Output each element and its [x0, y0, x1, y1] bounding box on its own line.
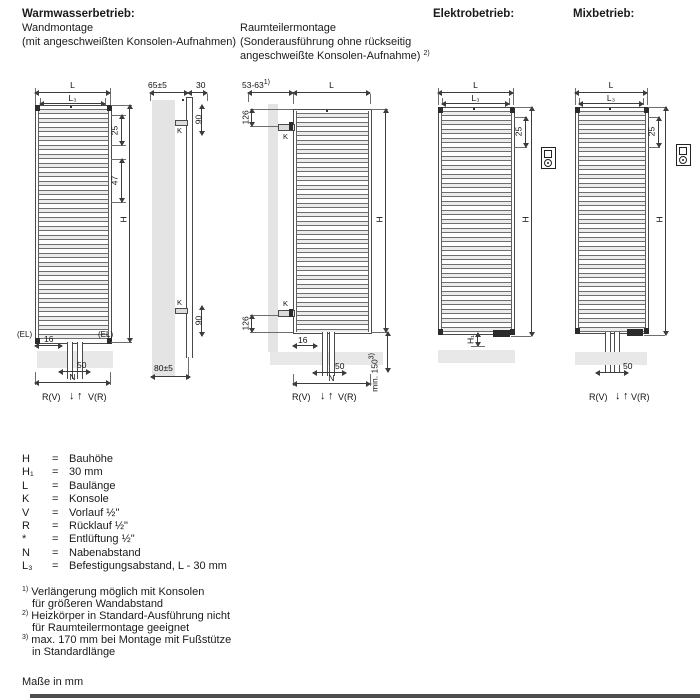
legend-symbol: L: [22, 479, 29, 492]
electric-control-icon: [541, 147, 556, 169]
arrow-up-icon: ↑: [77, 390, 83, 402]
control-knob: [679, 156, 687, 164]
legend-row: [22, 547, 302, 560]
footnote-2-line1: [22, 610, 322, 622]
dim-label-16: 16: [44, 334, 54, 344]
dim-label-L: L: [329, 80, 334, 90]
dim-label-H: H: [374, 216, 385, 223]
dim-label-50: 50: [77, 360, 87, 370]
extension-line: [511, 336, 531, 337]
wall: [152, 100, 175, 376]
radiator-tubes: [578, 109, 646, 332]
diagram-raumteilermontage: [240, 79, 398, 419]
legend-text: Befestigungsabstand, L - 30 mm: [69, 560, 227, 573]
radiator-body: [293, 109, 372, 334]
konsole-clamp: [289, 309, 293, 317]
header-warmwasserbetrieb: Warmwasserbetrieb:: [22, 8, 135, 20]
dim-label-30: 30: [196, 80, 206, 90]
dim-line-25: [121, 115, 122, 145]
dim-label-K: K: [177, 126, 183, 135]
header-wandmontage: Wandmontage: [22, 22, 94, 34]
dim-line-30: [188, 92, 207, 93]
dim-label-L: L: [608, 80, 614, 90]
legend-row: [22, 466, 302, 479]
legend-symbol: H₁: [22, 466, 34, 479]
footnotes: [22, 586, 322, 658]
label-el-left: (EL): [17, 330, 33, 339]
leader-line: [250, 109, 293, 110]
dim-line-65: [150, 92, 188, 93]
label-ruecklauf: R(V): [589, 392, 608, 402]
dim-line-N: [293, 383, 370, 384]
extension-line: [207, 94, 208, 101]
legend-row: [22, 493, 302, 506]
legend: [22, 453, 302, 574]
extension-line: [293, 94, 294, 104]
vent-mark: [609, 108, 611, 110]
label-vorlauf: V(R): [338, 392, 357, 402]
dim-label-H: H: [520, 216, 531, 223]
header-raumteiler-note2: [240, 50, 430, 62]
electric-control-icon: [676, 144, 691, 166]
dim-53-text: 53-63: [242, 80, 264, 90]
dim-label-126: 126: [240, 110, 251, 125]
floor: [37, 351, 113, 368]
extension-line: [248, 94, 249, 102]
vent-mark: [70, 106, 72, 108]
dim-line-L3: [579, 103, 643, 104]
equals-sign: =: [52, 506, 59, 519]
footnote-3-sup: 3): [22, 634, 29, 641]
dim-label-L3: L₃: [68, 93, 77, 103]
legend-text: Baulänge: [69, 479, 116, 492]
dim-line-L3: [442, 103, 509, 104]
legend-symbol: L₃: [22, 560, 33, 573]
header-raumteiler-note1: (Sonderausführung ohne rückseitig: [240, 36, 412, 48]
dim-line-80: [151, 376, 190, 377]
dim-line-16: [293, 345, 317, 346]
console-mount: [575, 328, 580, 334]
footnote-2-sup: 2): [22, 610, 29, 617]
console-mount: [438, 107, 443, 113]
equals-sign: =: [52, 479, 59, 492]
footnote-2-text: Heizkörper in Standard-Ausführung nicht: [31, 610, 231, 622]
legend-symbol: R: [22, 519, 30, 532]
arrow-down-icon: ↓: [615, 390, 621, 402]
dim-line-L: [293, 92, 370, 93]
radiator-body: [575, 107, 649, 334]
dim-label-16: 16: [298, 335, 308, 345]
radiator-body: [35, 105, 112, 344]
footnote-1-sup: 1): [22, 586, 29, 593]
knob-dot: [682, 159, 684, 161]
dim-label-65: 65±5: [148, 80, 167, 90]
legend-text: Konsole: [69, 493, 109, 506]
footnote-3-line2: in Standardlänge: [32, 646, 116, 658]
header-mixbetrieb: Mixbetrieb:: [573, 8, 635, 20]
konsole-clamp: [289, 122, 293, 130]
dim-line-H1: [477, 333, 478, 346]
dim-label-H1: H₁: [465, 335, 476, 345]
console-mount: [510, 329, 515, 335]
radiator-tubes: [38, 107, 109, 342]
dim-label-H: H: [118, 216, 129, 223]
dim-label-L: L: [70, 80, 75, 90]
equals-sign: =: [52, 453, 59, 465]
equals-sign: =: [52, 546, 59, 559]
footnote-2-line2: für Raumteilermontage geeignet: [32, 622, 190, 634]
legend-text: 30 mm: [69, 466, 103, 479]
dim-line-47: [121, 159, 122, 202]
legend-text: Nabenabstand: [69, 546, 141, 559]
dim-label-50: 50: [623, 361, 633, 371]
arrow-up-icon: ↑: [328, 390, 334, 402]
dim-label-25: 25: [513, 126, 524, 137]
dim-line-126: [251, 109, 252, 126]
arrow-down-icon: ↓: [320, 390, 326, 402]
dim-line-126: [251, 315, 252, 332]
dim-line-H: [129, 105, 130, 342]
floor: [575, 352, 647, 365]
equals-sign: =: [52, 560, 59, 573]
legend-text: Rücklauf ½": [69, 519, 128, 532]
dim-label-N: N: [328, 373, 335, 383]
legend-row: [22, 507, 302, 520]
footnote-1-text: Verlängerung möglich mit Konsolen: [31, 586, 205, 598]
control-knob: [544, 159, 552, 167]
vent-mark: [326, 110, 328, 112]
dim-line-N: [35, 382, 110, 383]
legend-row: [22, 520, 302, 533]
dim-label-53-63: [242, 80, 270, 90]
electric-element: [493, 330, 510, 337]
konsole-bracket: [175, 308, 188, 314]
label-el-right: (EL): [98, 330, 114, 339]
dim-label-126: 126: [240, 316, 251, 331]
header-elektrobetrieb: Elektrobetrieb:: [433, 8, 515, 20]
dim-label-90: 90: [193, 315, 204, 326]
legend-symbol: V: [22, 506, 30, 519]
console-mount: [644, 328, 649, 334]
dim-line-53-63: [248, 92, 293, 93]
footnote-1-line1: [22, 586, 322, 598]
arrow-up-icon: ↑: [623, 390, 629, 402]
label-ruecklauf: R(V): [292, 392, 311, 402]
equals-sign: =: [52, 519, 59, 532]
dim-label-H: H: [654, 216, 665, 223]
legend-text: Bauhöhe: [69, 453, 114, 465]
equals-sign: =: [52, 533, 59, 546]
dim-53-sup: 1): [263, 79, 270, 86]
vent-mark: [473, 108, 475, 110]
legend-row: [22, 533, 302, 546]
dim-label-L: L: [473, 80, 478, 90]
diagram-wandmontage-front: [17, 80, 155, 419]
console-mount: [575, 107, 580, 113]
dim-label-K: K: [283, 132, 289, 141]
electric-element: [627, 329, 643, 336]
dim-label-50: 50: [335, 361, 345, 371]
knob-dot: [547, 162, 549, 164]
legend-row: [22, 560, 302, 573]
pipe-return: [322, 332, 328, 376]
console-mount: [438, 329, 443, 335]
equals-sign: =: [52, 466, 59, 479]
dim-label-80: 80±5: [154, 363, 173, 373]
extension-line: [644, 335, 665, 336]
dim-label-min150: [370, 353, 379, 393]
legend-row: [22, 480, 302, 493]
leader-line: [471, 346, 485, 347]
dim-label-47: 47: [109, 175, 120, 186]
dim-label-25: 25: [109, 125, 120, 136]
raumteiler-note2-sup: 2): [423, 50, 430, 57]
min150-text: min. 150: [369, 359, 380, 392]
radiator-tubes: [296, 111, 369, 332]
equals-sign: =: [52, 493, 59, 506]
dim-label-K: K: [283, 299, 289, 308]
footnote-3-line1: [22, 634, 322, 646]
dim-line-25: [658, 117, 659, 147]
dim-line-L3: [40, 103, 105, 104]
dim-label-90: 90: [193, 114, 204, 125]
dim-label-L3: L₃: [606, 93, 616, 103]
floor: [438, 350, 515, 363]
legend-row: [22, 453, 302, 466]
dim-line-50: [596, 372, 628, 373]
control-display: [544, 150, 552, 158]
legend-text: Entlüftung ½": [69, 533, 135, 546]
footnote-3-text: max. 170 mm bei Montage mit Fußstütze: [31, 634, 232, 646]
dim-line-25: [525, 117, 526, 147]
extension-line: [370, 94, 371, 104]
raumteiler-note2-text: angeschweißte Konsolen-Aufnahme): [240, 50, 424, 62]
dim-line-H: [665, 107, 666, 335]
min150-sup: 3): [368, 353, 376, 360]
vent-mark: [182, 99, 184, 101]
diagram-elektrobetrieb: [430, 80, 565, 384]
leader-line: [250, 332, 293, 333]
legend-symbol: H: [22, 453, 30, 465]
arrow-down-icon: ↓: [69, 390, 75, 402]
legend-text: Vorlauf ½": [69, 506, 120, 519]
console-mount: [35, 105, 40, 111]
radiator-tubes: [441, 109, 512, 333]
dim-line-min150: [387, 332, 388, 372]
dim-label-N: N: [69, 372, 76, 382]
dim-label-L3: L₃: [471, 93, 480, 103]
label-vorlauf: V(R): [631, 392, 650, 402]
units-note: Maße in mm: [22, 676, 84, 688]
footnote-1-line2: für größeren Wandabstand: [32, 598, 164, 610]
extension-line: [150, 94, 151, 101]
dim-line-16: [35, 345, 62, 346]
legend-symbol: N: [22, 546, 30, 559]
bottom-rule: [30, 694, 700, 698]
dim-label-K: K: [177, 298, 183, 307]
legend-symbol: K: [22, 493, 30, 506]
dim-line-H: [531, 107, 532, 336]
header-wandmontage-note: (mit angeschweißten Konsolen-Aufnahmen): [22, 36, 237, 48]
dim-label-25: 25: [646, 126, 657, 137]
header-raumteilermontage: Raumteilermontage: [240, 22, 336, 34]
radiator-body: [438, 107, 515, 335]
radiator-profile: [186, 97, 193, 358]
label-vorlauf: V(R): [88, 392, 107, 402]
label-ruecklauf: R(V): [42, 392, 61, 402]
legend-symbol: *: [22, 533, 27, 546]
control-display: [679, 147, 687, 155]
diagram-mixbetrieb: [565, 80, 700, 419]
dim-line-H: [385, 109, 386, 332]
diagram-wandmontage-side: [148, 80, 238, 419]
